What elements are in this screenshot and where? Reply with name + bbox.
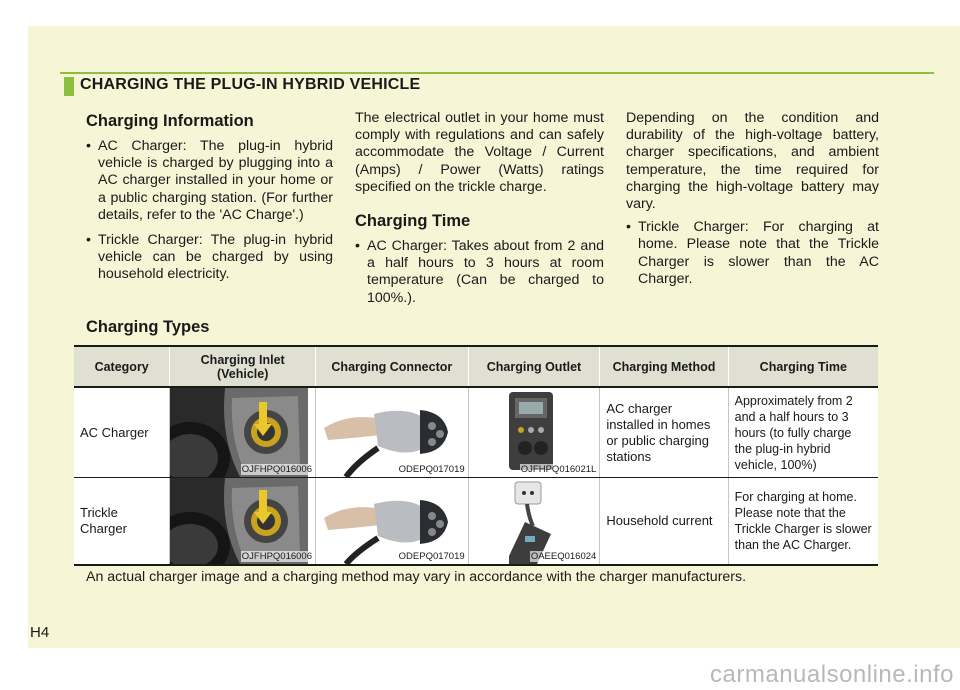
category-cell: AC Charger xyxy=(74,387,170,478)
time-cell: Approximately from 2 and a half hours to 3 hours (to fully charge the plug-in hybrid vehicle, 100%) xyxy=(728,387,878,478)
charging-time-list-continued xyxy=(626,219,879,288)
list-item: • Trickle Charger: For charging at home. Please note that the Trickle Charger is slower than the AC Charger. xyxy=(626,219,879,288)
table-header-row xyxy=(74,346,878,387)
image-code: ODEPQ017019 xyxy=(398,551,465,562)
charging-connector-photo xyxy=(316,388,468,477)
image-code: OJFHPQ016021L xyxy=(520,464,597,475)
table-row xyxy=(74,387,878,478)
outlet-image-cell xyxy=(468,478,600,566)
charging-information-list xyxy=(86,138,333,284)
charging-outlet-photo xyxy=(469,388,600,477)
charging-types-heading: Charging Types xyxy=(86,318,210,336)
image-code: OJFHPQ016006 xyxy=(241,551,312,562)
column-2 xyxy=(355,110,604,307)
column-header: Charging Connector xyxy=(316,346,469,387)
section-marker xyxy=(64,77,74,96)
image-code: ODEPQ017019 xyxy=(398,464,465,475)
list-item: • Trickle Charger: The plug-in hybrid vehicle can be charged by using household electricity. xyxy=(86,232,333,284)
outlet-image-cell xyxy=(468,387,600,478)
section-rule xyxy=(60,72,934,74)
charging-inlet-photo xyxy=(170,478,315,564)
table-row xyxy=(74,478,878,566)
inlet-image-cell xyxy=(170,387,316,478)
column-header: Charging Outlet xyxy=(468,346,600,387)
column-header: Charging Method xyxy=(600,346,728,387)
column-1 xyxy=(86,112,333,284)
charging-time-heading: Charging Time xyxy=(355,212,471,231)
outlet-paragraph: The electrical outlet in your home must comply with regulations and can safely accommodate the Voltage / Current (Amps) / Power (Watts) ratings specified on the trickle charge. xyxy=(355,110,604,195)
column-header: Category xyxy=(74,346,170,387)
charging-connector-photo xyxy=(316,478,468,564)
page-number: H4 xyxy=(30,624,50,641)
battery-paragraph: Depending on the condition and durability of the high-voltage battery, charger specifications, and ambient temperature, the time required for charging the high-voltage battery may vary. xyxy=(626,110,879,213)
time-cell: For charging at home. Please note that the Trickle Charger is slower than the AC Charger. xyxy=(728,478,878,566)
charging-information-heading: Charging Information xyxy=(86,112,254,130)
column-3 xyxy=(626,110,879,288)
connector-image-cell xyxy=(316,387,469,478)
column-header: Charging Inlet (Vehicle) xyxy=(170,346,316,387)
connector-image-cell xyxy=(316,478,469,566)
charging-types-table xyxy=(74,345,878,566)
method-cell: Household current xyxy=(600,478,728,566)
method-cell: AC charger installed in homes or public charging stations xyxy=(600,387,728,478)
section-title: CHARGING THE PLUG-IN HYBRID VEHICLE xyxy=(80,76,421,93)
inlet-image-cell xyxy=(170,478,316,566)
footnote: An actual charger image and a charging method may vary in accordance with the charger manufacturers. xyxy=(86,569,747,585)
list-item: • AC Charger: Takes about from 2 and a half hours to 3 hours at room temperature (Can be charged to 100%.). xyxy=(355,238,604,307)
image-code: OJFHPQ016006 xyxy=(241,464,312,475)
charging-inlet-photo xyxy=(170,388,315,477)
column-header: Charging Time xyxy=(728,346,878,387)
charging-time-list xyxy=(355,238,604,307)
image-code: OAEEQ016024 xyxy=(530,551,597,562)
charging-outlet-photo xyxy=(469,478,600,564)
watermark: carmanualsonline.info xyxy=(710,661,954,688)
category-cell: Trickle Charger xyxy=(74,478,170,566)
list-item: • AC Charger: The plug-in hybrid vehicle is charged by plugging into a AC charger installed in your home or a public charging station. (For further details, refer to the 'AC Charge'.) xyxy=(86,138,333,224)
